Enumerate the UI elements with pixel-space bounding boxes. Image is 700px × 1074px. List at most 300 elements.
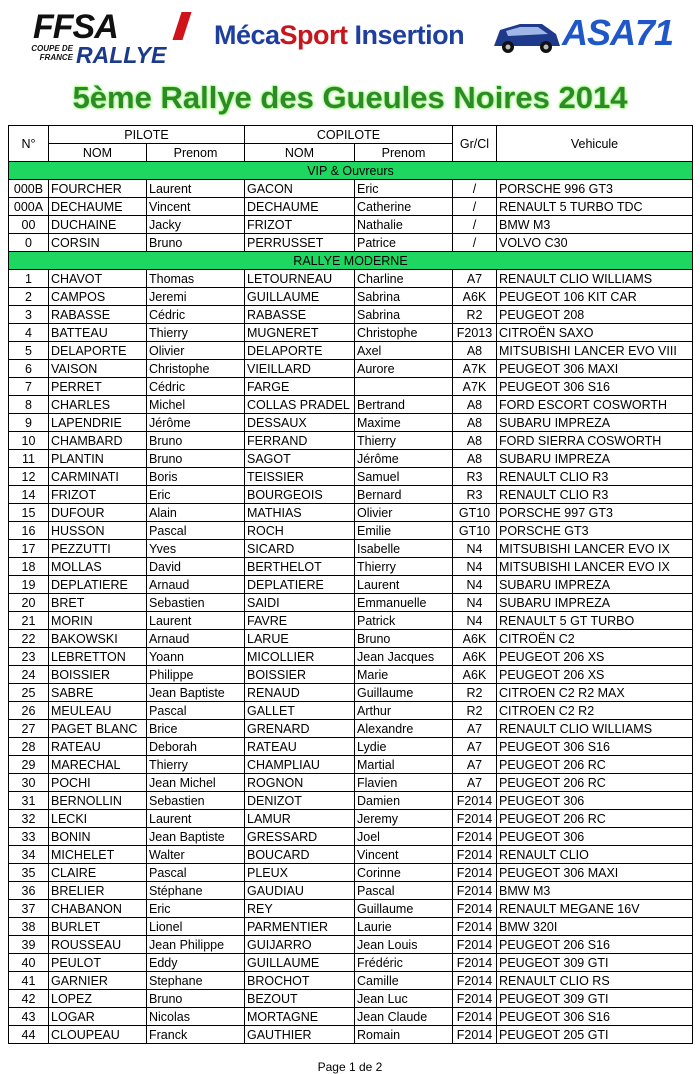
cell-vehicule: PEUGEOT 306 S16 bbox=[497, 1008, 693, 1026]
cell-num: 11 bbox=[9, 450, 49, 468]
col-num-header: N° bbox=[9, 126, 49, 162]
cell-vehicule: RENAULT CLIO WILLIAMS bbox=[497, 720, 693, 738]
cell-num: 40 bbox=[9, 954, 49, 972]
cell-copilote-nom: RATEAU bbox=[245, 738, 355, 756]
table-row bbox=[9, 342, 693, 360]
cell-vehicule: VOLVO C30 bbox=[497, 234, 693, 252]
cell-vehicule: PEUGEOT 306 MAXI bbox=[497, 864, 693, 882]
cell-copilote-nom: MATHIAS bbox=[245, 504, 355, 522]
cell-grcl: R2 bbox=[453, 702, 497, 720]
cell-grcl: F2014 bbox=[453, 810, 497, 828]
cell-grcl: N4 bbox=[453, 576, 497, 594]
cell-num: 29 bbox=[9, 756, 49, 774]
cell-vehicule: RENAULT CLIO R3 bbox=[497, 468, 693, 486]
cell-copilote-prenom: Bertrand bbox=[355, 396, 453, 414]
table-row bbox=[9, 1008, 693, 1026]
cell-num: 20 bbox=[9, 594, 49, 612]
cell-num: 14 bbox=[9, 486, 49, 504]
cell-pilote-prenom: Pascal bbox=[147, 522, 245, 540]
ffsa-logo bbox=[27, 8, 187, 70]
cell-pilote-nom: MARECHAL bbox=[49, 756, 147, 774]
cell-num: 18 bbox=[9, 558, 49, 576]
cell-pilote-nom: RATEAU bbox=[49, 738, 147, 756]
cell-copilote-nom: DECHAUME bbox=[245, 198, 355, 216]
cell-num: 000A bbox=[9, 198, 49, 216]
cell-vehicule: PEUGEOT 309 GTI bbox=[497, 990, 693, 1008]
cell-copilote-nom: RABASSE bbox=[245, 306, 355, 324]
cell-copilote-prenom: Nathalie bbox=[355, 216, 453, 234]
cell-copilote-prenom: Isabelle bbox=[355, 540, 453, 558]
cell-vehicule: PEUGEOT 106 KIT CAR bbox=[497, 288, 693, 306]
cell-num: 9 bbox=[9, 414, 49, 432]
cell-grcl: F2014 bbox=[453, 900, 497, 918]
table-row bbox=[9, 324, 693, 342]
cell-copilote-prenom: Romain bbox=[355, 1026, 453, 1044]
cell-copilote-nom: GAUTHIER bbox=[245, 1026, 355, 1044]
cell-pilote-nom: LEBRETTON bbox=[49, 648, 147, 666]
cell-copilote-prenom: Martial bbox=[355, 756, 453, 774]
col-pilote-header: PILOTE bbox=[49, 126, 245, 144]
cell-num: 42 bbox=[9, 990, 49, 1008]
table-row bbox=[9, 450, 693, 468]
cell-vehicule: RENAULT 5 GT TURBO bbox=[497, 612, 693, 630]
cell-pilote-prenom: Philippe bbox=[147, 666, 245, 684]
table-row bbox=[9, 504, 693, 522]
cell-copilote-prenom: Patrick bbox=[355, 612, 453, 630]
cell-vehicule: FORD SIERRA COSWORTH bbox=[497, 432, 693, 450]
cell-pilote-prenom: Jérôme bbox=[147, 414, 245, 432]
cell-num: 30 bbox=[9, 774, 49, 792]
table-row bbox=[9, 684, 693, 702]
cell-pilote-nom: CORSIN bbox=[49, 234, 147, 252]
cell-copilote-prenom: Jérôme bbox=[355, 450, 453, 468]
cell-vehicule: MITSUBISHI LANCER EVO IX bbox=[497, 558, 693, 576]
cell-copilote-nom: COLLAS PRADEL bbox=[245, 396, 355, 414]
mecasport-logo-part-1: Méca bbox=[214, 20, 280, 50]
cell-pilote-nom: LOGAR bbox=[49, 1008, 147, 1026]
cell-copilote-prenom: Samuel bbox=[355, 468, 453, 486]
cell-num: 7 bbox=[9, 378, 49, 396]
section-header bbox=[9, 162, 693, 180]
col-vehicule-header: Vehicule bbox=[497, 126, 693, 162]
cell-copilote-nom: LAMUR bbox=[245, 810, 355, 828]
cell-pilote-nom: LECKI bbox=[49, 810, 147, 828]
cell-grcl: R3 bbox=[453, 468, 497, 486]
table-row bbox=[9, 882, 693, 900]
cell-copilote-nom: GRENARD bbox=[245, 720, 355, 738]
cell-num: 0 bbox=[9, 234, 49, 252]
cell-copilote-prenom: Alexandre bbox=[355, 720, 453, 738]
cell-pilote-prenom: Cédric bbox=[147, 306, 245, 324]
table-row bbox=[9, 630, 693, 648]
cell-grcl: A7K bbox=[453, 360, 497, 378]
entry-list-body bbox=[9, 162, 693, 1044]
cell-pilote-prenom: Yves bbox=[147, 540, 245, 558]
cell-pilote-prenom: Jean Baptiste bbox=[147, 828, 245, 846]
cell-pilote-nom: BURLET bbox=[49, 918, 147, 936]
cell-vehicule: PEUGEOT 206 S16 bbox=[497, 936, 693, 954]
cell-vehicule: CITROËN C2 bbox=[497, 630, 693, 648]
cell-copilote-nom: ROCH bbox=[245, 522, 355, 540]
cell-grcl: A6K bbox=[453, 648, 497, 666]
cell-vehicule: RENAULT CLIO RS bbox=[497, 972, 693, 990]
cell-copilote-prenom: Maxime bbox=[355, 414, 453, 432]
cell-pilote-prenom: Nicolas bbox=[147, 1008, 245, 1026]
cell-num: 6 bbox=[9, 360, 49, 378]
cell-copilote-nom: LETOURNEAU bbox=[245, 270, 355, 288]
cell-copilote-nom: FERRAND bbox=[245, 432, 355, 450]
cell-pilote-prenom: Bruno bbox=[147, 450, 245, 468]
cell-copilote-prenom: Thierry bbox=[355, 432, 453, 450]
cell-pilote-prenom: Thierry bbox=[147, 756, 245, 774]
cell-pilote-prenom: Brice bbox=[147, 720, 245, 738]
cell-pilote-prenom: Pascal bbox=[147, 702, 245, 720]
table-row bbox=[9, 288, 693, 306]
table-row bbox=[9, 486, 693, 504]
cell-copilote-prenom: Lydie bbox=[355, 738, 453, 756]
cell-grcl: F2014 bbox=[453, 936, 497, 954]
cell-pilote-nom: MICHELET bbox=[49, 846, 147, 864]
cell-pilote-prenom: Bruno bbox=[147, 234, 245, 252]
cell-pilote-prenom: Jean Baptiste bbox=[147, 684, 245, 702]
cell-pilote-nom: PEZZUTTI bbox=[49, 540, 147, 558]
table-row bbox=[9, 900, 693, 918]
cell-pilote-prenom: Thierry bbox=[147, 324, 245, 342]
cell-pilote-prenom: Jean Philippe bbox=[147, 936, 245, 954]
cell-grcl: R3 bbox=[453, 486, 497, 504]
cell-copilote-prenom: Thierry bbox=[355, 558, 453, 576]
cell-num: 8 bbox=[9, 396, 49, 414]
cell-vehicule: SUBARU IMPREZA bbox=[497, 414, 693, 432]
cell-num: 19 bbox=[9, 576, 49, 594]
cell-num: 43 bbox=[9, 1008, 49, 1026]
cell-copilote-nom: SICARD bbox=[245, 540, 355, 558]
cell-pilote-prenom: Sebastien bbox=[147, 792, 245, 810]
cell-num: 4 bbox=[9, 324, 49, 342]
cell-copilote-nom: DENIZOT bbox=[245, 792, 355, 810]
cell-pilote-nom: POCHI bbox=[49, 774, 147, 792]
table-row bbox=[9, 918, 693, 936]
cell-pilote-nom: BRET bbox=[49, 594, 147, 612]
table-row bbox=[9, 576, 693, 594]
cell-vehicule: MITSUBISHI LANCER EVO VIII bbox=[497, 342, 693, 360]
cell-num: 33 bbox=[9, 828, 49, 846]
cell-copilote-nom: BOURGEOIS bbox=[245, 486, 355, 504]
cell-copilote-nom: GUILLAUME bbox=[245, 954, 355, 972]
table-row bbox=[9, 522, 693, 540]
cell-copilote-prenom: Jean Jacques bbox=[355, 648, 453, 666]
cell-copilote-prenom: Bernard bbox=[355, 486, 453, 504]
cell-grcl: F2013 bbox=[453, 324, 497, 342]
cell-grcl: A7 bbox=[453, 270, 497, 288]
cell-grcl: A6K bbox=[453, 288, 497, 306]
cell-pilote-nom: PLANTIN bbox=[49, 450, 147, 468]
col-copilote-prenom-header: Prenom bbox=[355, 144, 453, 162]
cell-copilote-nom: DESSAUX bbox=[245, 414, 355, 432]
cell-num: 23 bbox=[9, 648, 49, 666]
table-row bbox=[9, 234, 693, 252]
cell-copilote-nom: ROGNON bbox=[245, 774, 355, 792]
cell-pilote-nom: DELAPORTE bbox=[49, 342, 147, 360]
cell-copilote-prenom: Vincent bbox=[355, 846, 453, 864]
table-row bbox=[9, 990, 693, 1008]
cell-vehicule: PORSCHE 996 GT3 bbox=[497, 180, 693, 198]
cell-pilote-prenom: Olivier bbox=[147, 342, 245, 360]
cell-grcl: F2014 bbox=[453, 954, 497, 972]
cell-grcl: A7 bbox=[453, 756, 497, 774]
cell-pilote-nom: LAPENDRIE bbox=[49, 414, 147, 432]
cell-vehicule: SUBARU IMPREZA bbox=[497, 576, 693, 594]
cell-num: 31 bbox=[9, 792, 49, 810]
table-row bbox=[9, 378, 693, 396]
cell-copilote-nom: FRIZOT bbox=[245, 216, 355, 234]
table-row bbox=[9, 810, 693, 828]
cell-pilote-nom: SABRE bbox=[49, 684, 147, 702]
cell-grcl: A8 bbox=[453, 450, 497, 468]
cell-num: 000B bbox=[9, 180, 49, 198]
cell-grcl: F2014 bbox=[453, 972, 497, 990]
cell-grcl: N4 bbox=[453, 594, 497, 612]
mecasport-logo-part-2: Sport bbox=[279, 20, 348, 50]
cell-num: 44 bbox=[9, 1026, 49, 1044]
page-title: 5ème Rallye des Gueules Noires 2014 bbox=[72, 80, 628, 115]
cell-grcl: GT10 bbox=[453, 504, 497, 522]
cell-pilote-prenom: Jean Michel bbox=[147, 774, 245, 792]
cell-num: 26 bbox=[9, 702, 49, 720]
table-row bbox=[9, 864, 693, 882]
cell-pilote-nom: CHABANON bbox=[49, 900, 147, 918]
cell-vehicule: RENAULT CLIO R3 bbox=[497, 486, 693, 504]
cell-pilote-nom: CLOUPEAU bbox=[49, 1026, 147, 1044]
cell-grcl: / bbox=[453, 180, 497, 198]
cell-pilote-nom: CHAMBARD bbox=[49, 432, 147, 450]
cell-pilote-prenom: Thomas bbox=[147, 270, 245, 288]
cell-vehicule: RENAULT CLIO WILLIAMS bbox=[497, 270, 693, 288]
cell-pilote-nom: DECHAUME bbox=[49, 198, 147, 216]
cell-copilote-nom: PLEUX bbox=[245, 864, 355, 882]
cell-grcl: A7 bbox=[453, 720, 497, 738]
cell-pilote-nom: DUFOUR bbox=[49, 504, 147, 522]
ffsa-logo-slash bbox=[172, 12, 191, 40]
cell-pilote-prenom: Stéphane bbox=[147, 882, 245, 900]
table-row bbox=[9, 972, 693, 990]
cell-pilote-prenom: Cédric bbox=[147, 378, 245, 396]
cell-pilote-nom: PERRET bbox=[49, 378, 147, 396]
cell-copilote-prenom: Guillaume bbox=[355, 900, 453, 918]
cell-vehicule: PORSCHE 997 GT3 bbox=[497, 504, 693, 522]
section-title: RALLYE MODERNE bbox=[9, 252, 693, 270]
cell-grcl: / bbox=[453, 234, 497, 252]
cell-pilote-prenom: David bbox=[147, 558, 245, 576]
cell-pilote-nom: MOLLAS bbox=[49, 558, 147, 576]
cell-copilote-prenom: Patrice bbox=[355, 234, 453, 252]
cell-copilote-nom: FARGE bbox=[245, 378, 355, 396]
cell-pilote-prenom: Arnaud bbox=[147, 576, 245, 594]
cell-pilote-nom: BERNOLLIN bbox=[49, 792, 147, 810]
cell-copilote-nom: DEPLATIERE bbox=[245, 576, 355, 594]
cell-copilote-nom: LARUE bbox=[245, 630, 355, 648]
cell-pilote-nom: RABASSE bbox=[49, 306, 147, 324]
cell-pilote-prenom: Walter bbox=[147, 846, 245, 864]
asa71-logo bbox=[490, 12, 674, 58]
cell-vehicule: SUBARU IMPREZA bbox=[497, 594, 693, 612]
ffsa-logo-word: FFSA bbox=[33, 8, 118, 46]
cell-copilote-prenom: Jean Luc bbox=[355, 990, 453, 1008]
cell-copilote-nom: SAIDI bbox=[245, 594, 355, 612]
cell-pilote-prenom: Michel bbox=[147, 396, 245, 414]
cell-copilote-nom: MICOLLIER bbox=[245, 648, 355, 666]
cell-grcl: F2014 bbox=[453, 882, 497, 900]
cell-copilote-nom: GUILLAUME bbox=[245, 288, 355, 306]
table-row bbox=[9, 612, 693, 630]
cell-copilote-prenom: Catherine bbox=[355, 198, 453, 216]
cell-pilote-nom: DEPLATIERE bbox=[49, 576, 147, 594]
cell-pilote-nom: GARNIER bbox=[49, 972, 147, 990]
table-row bbox=[9, 846, 693, 864]
cell-copilote-prenom: Olivier bbox=[355, 504, 453, 522]
cell-copilote-prenom: Emmanuelle bbox=[355, 594, 453, 612]
cell-grcl: A8 bbox=[453, 432, 497, 450]
cell-grcl: / bbox=[453, 198, 497, 216]
cell-pilote-prenom: Laurent bbox=[147, 810, 245, 828]
table-row bbox=[9, 396, 693, 414]
cell-grcl: N4 bbox=[453, 612, 497, 630]
cell-num: 25 bbox=[9, 684, 49, 702]
cell-vehicule: PEUGEOT 306 bbox=[497, 792, 693, 810]
cell-copilote-nom: MUGNERET bbox=[245, 324, 355, 342]
cell-vehicule: PEUGEOT 206 RC bbox=[497, 810, 693, 828]
cell-grcl: F2014 bbox=[453, 990, 497, 1008]
cell-grcl: A8 bbox=[453, 396, 497, 414]
cell-grcl: A8 bbox=[453, 414, 497, 432]
cell-copilote-nom: RENAUD bbox=[245, 684, 355, 702]
mecasport-logo bbox=[212, 18, 472, 62]
cell-grcl: GT10 bbox=[453, 522, 497, 540]
table-row bbox=[9, 306, 693, 324]
cell-copilote-nom: REY bbox=[245, 900, 355, 918]
cell-pilote-nom: PEULOT bbox=[49, 954, 147, 972]
cell-copilote-nom: GRESSARD bbox=[245, 828, 355, 846]
cell-copilote-nom: MORTAGNE bbox=[245, 1008, 355, 1026]
table-row bbox=[9, 936, 693, 954]
cell-grcl: A6K bbox=[453, 666, 497, 684]
cell-pilote-nom: FOURCHER bbox=[49, 180, 147, 198]
cell-pilote-nom: PAGET BLANC bbox=[49, 720, 147, 738]
cell-copilote-nom: GALLET bbox=[245, 702, 355, 720]
cell-vehicule: PEUGEOT 206 XS bbox=[497, 648, 693, 666]
cell-num: 27 bbox=[9, 720, 49, 738]
cell-pilote-prenom: Jacky bbox=[147, 216, 245, 234]
cell-vehicule: PEUGEOT 306 bbox=[497, 828, 693, 846]
table-row bbox=[9, 414, 693, 432]
cell-copilote-prenom: Marie bbox=[355, 666, 453, 684]
cell-vehicule: BMW M3 bbox=[497, 882, 693, 900]
cell-copilote-prenom bbox=[355, 378, 453, 396]
cell-pilote-prenom: Jeremi bbox=[147, 288, 245, 306]
cell-pilote-nom: DUCHAINE bbox=[49, 216, 147, 234]
cell-copilote-prenom: Laurent bbox=[355, 576, 453, 594]
cell-copilote-prenom: Jean Louis bbox=[355, 936, 453, 954]
cell-copilote-nom: SAGOT bbox=[245, 450, 355, 468]
cell-copilote-prenom: Frédéric bbox=[355, 954, 453, 972]
table-row bbox=[9, 648, 693, 666]
cell-copilote-nom: BERTHELOT bbox=[245, 558, 355, 576]
cell-num: 39 bbox=[9, 936, 49, 954]
cell-copilote-nom: PARMENTIER bbox=[245, 918, 355, 936]
cell-pilote-prenom: Franck bbox=[147, 1026, 245, 1044]
cell-num: 36 bbox=[9, 882, 49, 900]
cell-num: 41 bbox=[9, 972, 49, 990]
ffsa-logo-rallye: RALLYE bbox=[76, 42, 167, 68]
table-row bbox=[9, 828, 693, 846]
cell-pilote-prenom: Bruno bbox=[147, 990, 245, 1008]
table-row bbox=[9, 702, 693, 720]
cell-pilote-prenom: Alain bbox=[147, 504, 245, 522]
cell-num: 12 bbox=[9, 468, 49, 486]
table-row bbox=[9, 432, 693, 450]
table-row bbox=[9, 792, 693, 810]
cell-pilote-prenom: Vincent bbox=[147, 198, 245, 216]
table-row bbox=[9, 558, 693, 576]
cell-num: 15 bbox=[9, 504, 49, 522]
cell-pilote-nom: FRIZOT bbox=[49, 486, 147, 504]
cell-pilote-nom: MEULEAU bbox=[49, 702, 147, 720]
col-copilote-nom-header: NOM bbox=[245, 144, 355, 162]
cell-grcl: R2 bbox=[453, 306, 497, 324]
cell-num: 3 bbox=[9, 306, 49, 324]
cell-vehicule: PEUGEOT 206 RC bbox=[497, 756, 693, 774]
cell-vehicule: BMW M3 bbox=[497, 216, 693, 234]
cell-pilote-prenom: Deborah bbox=[147, 738, 245, 756]
cell-pilote-prenom: Eric bbox=[147, 900, 245, 918]
cell-num: 28 bbox=[9, 738, 49, 756]
section-header bbox=[9, 252, 693, 270]
table-row bbox=[9, 756, 693, 774]
cell-grcl: N4 bbox=[453, 558, 497, 576]
table-row bbox=[9, 954, 693, 972]
cell-pilote-nom: CLAIRE bbox=[49, 864, 147, 882]
cell-num: 35 bbox=[9, 864, 49, 882]
cell-copilote-prenom: Aurore bbox=[355, 360, 453, 378]
mecasport-logo-part-3: Insertion bbox=[347, 20, 465, 50]
cell-num: 17 bbox=[9, 540, 49, 558]
cell-pilote-nom: CHAVOT bbox=[49, 270, 147, 288]
cell-copilote-prenom: Bruno bbox=[355, 630, 453, 648]
mecasport-logo-word bbox=[214, 20, 464, 51]
cell-num: 10 bbox=[9, 432, 49, 450]
cell-vehicule: PEUGEOT 306 S16 bbox=[497, 738, 693, 756]
cell-grcl: A7 bbox=[453, 738, 497, 756]
cell-vehicule: RENAULT MEGANE 16V bbox=[497, 900, 693, 918]
cell-grcl: A8 bbox=[453, 342, 497, 360]
cell-pilote-prenom: Laurent bbox=[147, 180, 245, 198]
cell-pilote-nom: BOISSIER bbox=[49, 666, 147, 684]
cell-pilote-nom: BAKOWSKI bbox=[49, 630, 147, 648]
cell-grcl: / bbox=[453, 216, 497, 234]
cell-vehicule: BMW 320I bbox=[497, 918, 693, 936]
cell-pilote-prenom: Stephane bbox=[147, 972, 245, 990]
cell-copilote-nom: BEZOUT bbox=[245, 990, 355, 1008]
cell-copilote-nom: GAUDIAU bbox=[245, 882, 355, 900]
cell-copilote-nom: VIEILLARD bbox=[245, 360, 355, 378]
cell-pilote-nom: CARMINATI bbox=[49, 468, 147, 486]
table-row bbox=[9, 774, 693, 792]
cell-pilote-nom: MORIN bbox=[49, 612, 147, 630]
cell-copilote-prenom: Jeremy bbox=[355, 810, 453, 828]
cell-copilote-nom: PERRUSSET bbox=[245, 234, 355, 252]
cell-copilote-nom: BROCHOT bbox=[245, 972, 355, 990]
cell-grcl: F2014 bbox=[453, 864, 497, 882]
